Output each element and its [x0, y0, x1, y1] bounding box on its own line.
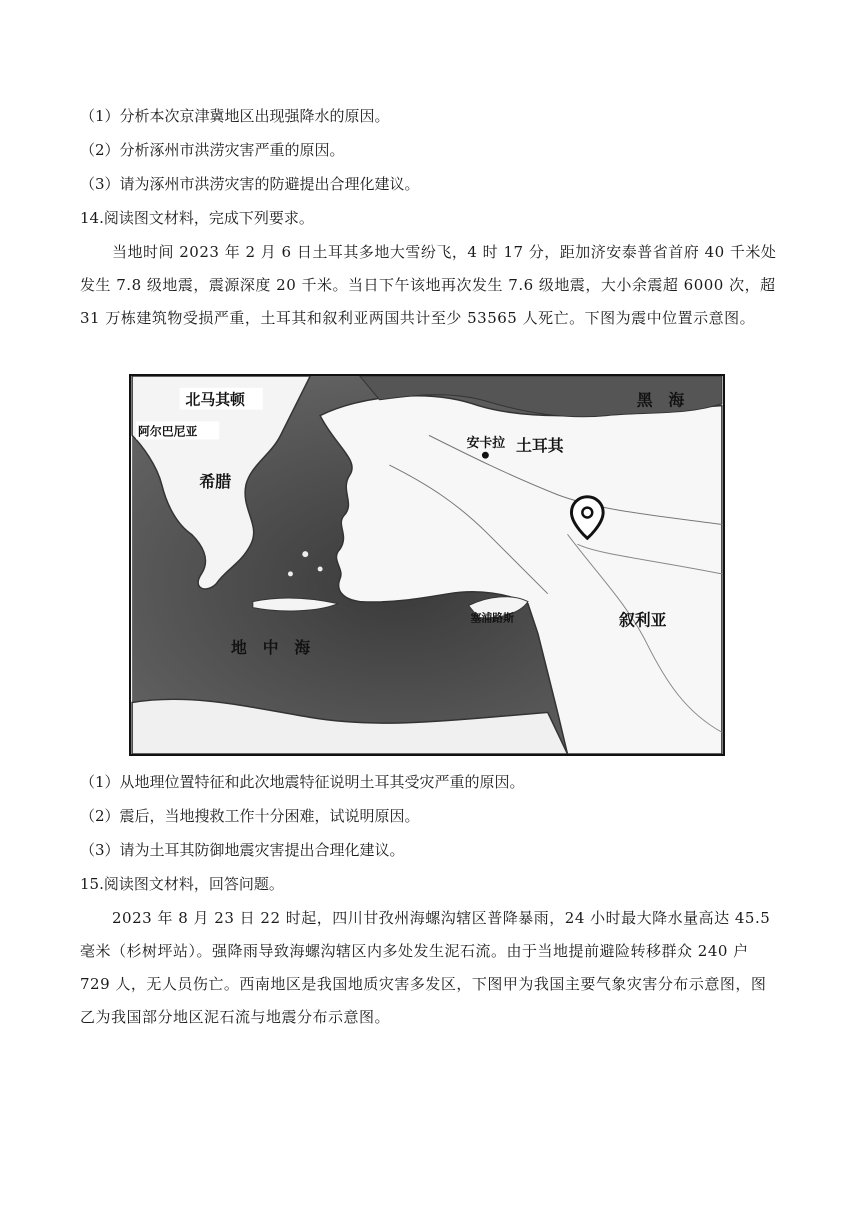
label-greece: 希腊 [199, 471, 232, 491]
q14-subquestion-3: （3）请为土耳其防御地震灾害提出合理化建议。 [80, 841, 405, 859]
q14-material: 当地时间 2023 年 2 月 6 日土耳其多地大雪纷飞，4 时 17 分，距加济安泰普省首府 40 千米处发生 7.8 级地震，震源深度 20 千米。当日下午该地再次发生 7.6 级地震，大小余震超 6000 次，超 31 万栋建筑物受损严重，土耳其和叙利亚两国共计至少 53565 人死亡。下图为震中位置示意图。 [80, 243, 777, 327]
label-turkey: 土耳其 [516, 436, 564, 456]
label-north-macedonia: 北马其顿 [185, 391, 245, 409]
q15-heading: 15.阅读图文材料，回答问题。 [80, 875, 284, 893]
aegean-island [302, 551, 308, 557]
ankara-city-dot [482, 452, 489, 459]
q13-subquestion-1: （1）分析本次京津冀地区出现强降水的原因。 [80, 107, 390, 125]
label-black-sea: 黑 海 [636, 390, 685, 410]
epicenter-location-map [129, 374, 725, 756]
q14-subquestion-2: （2）震后，当地搜救工作十分困难，试说明原因。 [80, 807, 420, 825]
label-ankara: 安卡拉 [466, 436, 506, 452]
q13-subquestion-3: （3）请为涿州市洪涝灾害的防避提出合理化建议。 [80, 175, 420, 193]
label-cyprus: 塞浦路斯 [470, 611, 515, 625]
aegean-island [318, 566, 323, 571]
q14-subquestion-1: （1）从地理位置特征和此次地震特征说明土耳其受灾严重的原因。 [80, 773, 525, 791]
aegean-island [288, 571, 293, 576]
label-mediterranean: 地 中 海 [231, 638, 311, 658]
q14-heading: 14.阅读图文材料，完成下列要求。 [80, 209, 314, 227]
q13-subquestion-2: （2）分析涿州市洪涝灾害严重的原因。 [80, 141, 345, 159]
q15-material: 2023 年 8 月 23 日 22 时起，四川甘孜州海螺沟辖区普降暴雨，24 小时最大降水量高达 45.5 毫米（杉树坪站）。强降雨导致海螺沟辖区内多处发生泥石流。由于当地提前避险转移群众 240 户 729 人，无人员伤亡。西南地区是我国地质灾害多发区，下图甲为我国主要气象灾害分布示意图，图乙为我国部分地区泥石流与地震分布示意图。 [80, 909, 771, 1026]
label-albania: 阿尔巴尼亚 [138, 424, 198, 439]
label-syria: 叙利亚 [618, 610, 667, 630]
